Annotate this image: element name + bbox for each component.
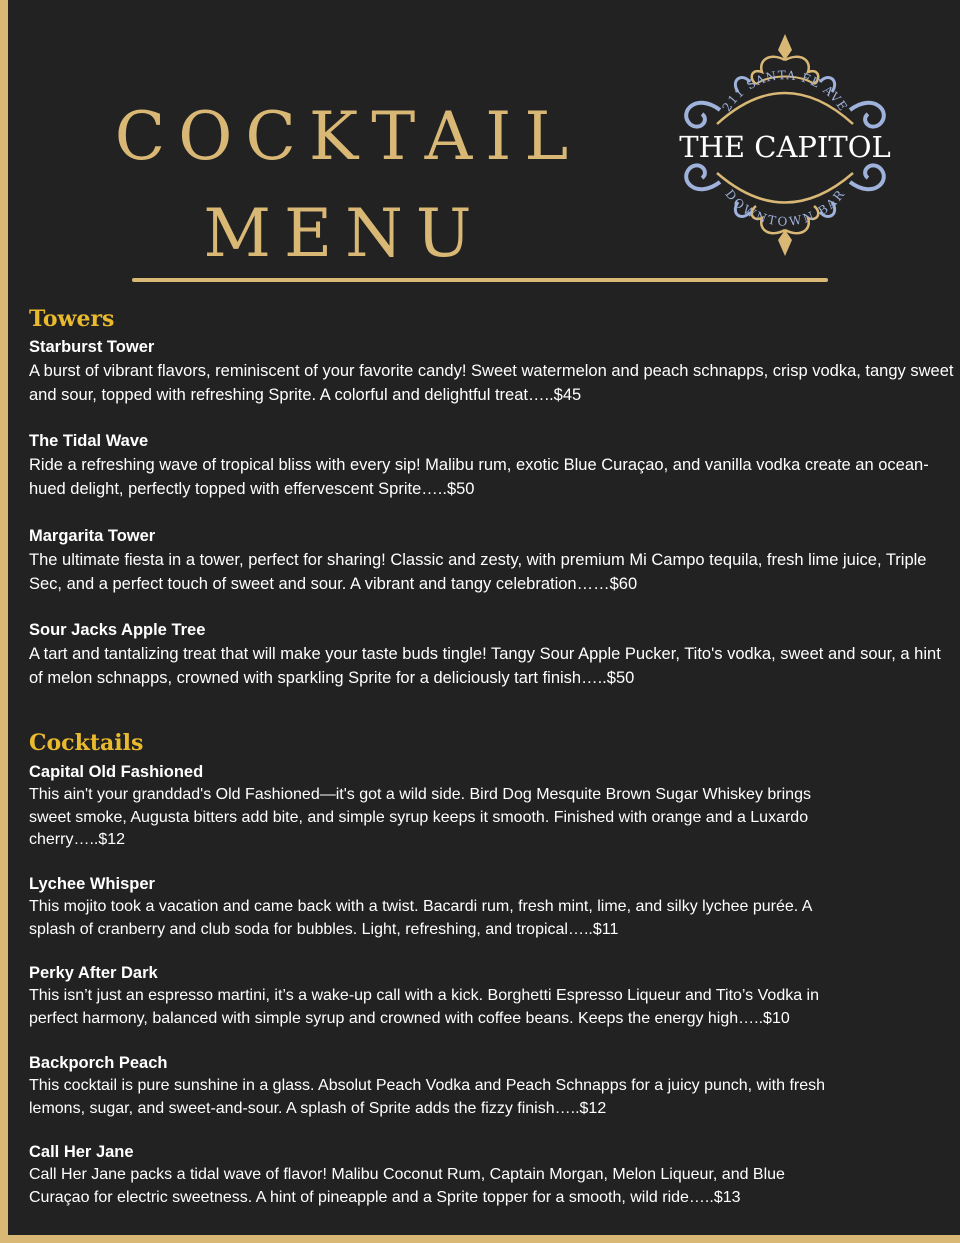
item-description: A burst of vibrant flavors, reminiscent of your favorite candy! Sweet watermelon and peach schnapps, crisp vodka, tangy sweet and sour, topped with refreshing Sprite. A colorful and delightful treat…..$45 [29, 362, 954, 404]
item-description: A tart and tantalizing treat that will make your taste buds tingle! Tangy Sour Apple Pucker, Tito's vodka, sweet and sour, a hint of melon schnapps, crowned with sparkling Sprite for a deliciously tart finish…..$50 [29, 645, 941, 687]
menu-item [29, 1052, 844, 1120]
logo-name: THE CAPITOL [679, 130, 891, 164]
item-name: Call Her Jane [29, 1143, 134, 1161]
menu-item [29, 1141, 844, 1209]
menu-title-line-1: COCKTAIL [114, 98, 582, 175]
item-description: This ain't your granddad's Old Fashioned—it's got a wild side. Bird Dog Mesquite Brown Sugar Whiskey brings sweet smoke, Augusta bitters add bite, and simple syrup keeps it smooth. Finished with orange and a Luxardo cherry…..$12 [29, 786, 811, 848]
menu-item [29, 619, 959, 690]
title-divider [132, 278, 828, 282]
menu-item [29, 873, 844, 941]
menu-page [8, 0, 960, 1235]
item-name: The Tidal Wave [29, 432, 149, 450]
item-name: Margarita Tower [29, 527, 156, 545]
item-description: The ultimate fiesta in a tower, perfect for sharing! Classic and zesty, with premium Mi Campo tequila, fresh lime juice, Triple Sec, and a perfect touch of sweet and sour. A vibrant and tangy celebration……$60 [29, 551, 927, 593]
item-name: Capital Old Fashioned [29, 763, 204, 781]
logo-address: 211 SANTA FE AVE [719, 68, 851, 114]
menu-item [29, 525, 959, 596]
item-description: This mojito took a vacation and came back with a twist. Bacardi rum, fresh mint, lime, and silky lychee purée. A splash of cranberry and club soda for bubbles. Light, refreshing, and tropical…..$11 [29, 898, 812, 938]
item-description: Call Her Jane packs a tidal wave of flavor! Malibu Coconut Rum, Captain Morgan, Melon Liqueur, and Blue Curaçao for electric sweetness. A hint of pineapple and a Sprite topper for a smooth, wild ride…..$13 [29, 1166, 785, 1206]
the-capitol-logo [660, 32, 910, 258]
menu-item [29, 962, 844, 1030]
item-name: Backporch Peach [29, 1054, 168, 1072]
menu-item [29, 336, 959, 407]
logo-tagline: DOWNTOWN BAR [722, 187, 848, 229]
item-name: Lychee Whisper [29, 875, 155, 893]
item-name: Sour Jacks Apple Tree [29, 621, 206, 639]
item-name: Perky After Dark [29, 964, 158, 982]
item-description: This cocktail is pure sunshine in a glass. Absolut Peach Vodka and Peach Schnapps for a juicy punch, with fresh lemons, sugar, and sweet-and-sour. A splash of Sprite adds the fizzy finish…..$12 [29, 1077, 826, 1117]
section-heading-cocktails: Cocktails [29, 730, 144, 756]
menu-item [29, 430, 959, 501]
menu-item [29, 761, 844, 852]
section-heading-towers: Towers [29, 306, 115, 332]
item-description: Ride a refreshing wave of tropical bliss with every sip! Malibu rum, exotic Blue Curaçao, and vanilla vodka create an ocean-hued delight, perfectly topped with effervescent Sprite…..$50 [29, 456, 929, 498]
item-description: This isn’t just an espresso martini, it’s a wake-up call with a kick. Borghetti Espresso Liqueur and Tito’s Vodka in perfect harmony, balanced with simple syrup and crowned with coffee beans. Keeps the energy high…..$10 [29, 987, 820, 1027]
item-name: Starburst Tower [29, 338, 155, 356]
menu-title-line-2: MENU [203, 195, 485, 272]
